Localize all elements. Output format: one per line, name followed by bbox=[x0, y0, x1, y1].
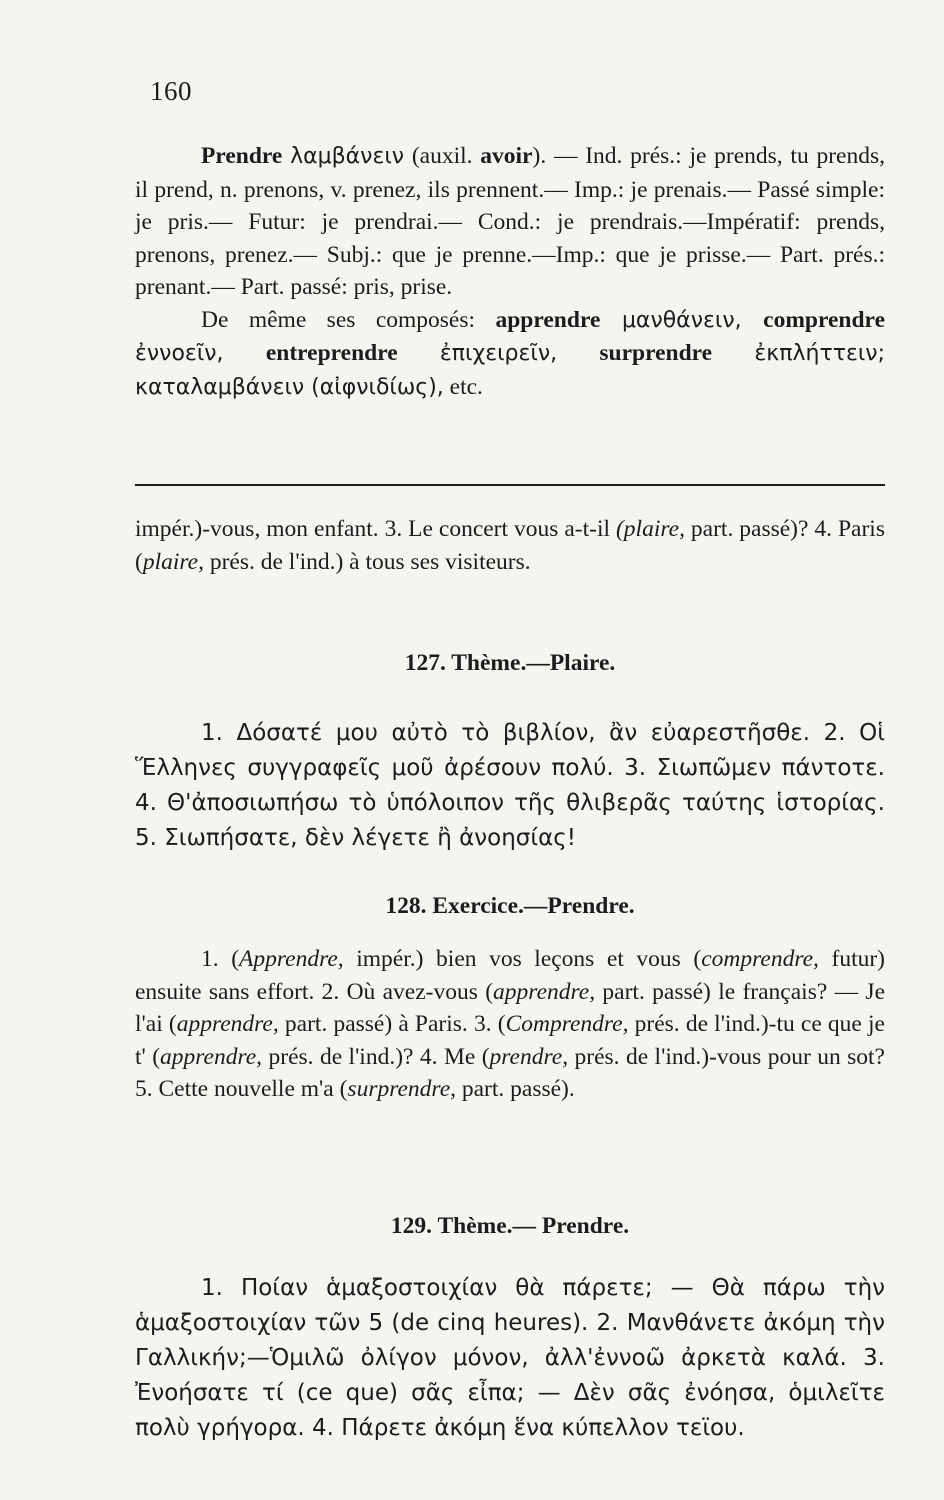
s128-t9: part. passé). bbox=[456, 1076, 575, 1102]
section-129-text: 1. Ποίαν ἁμαξοστοιχίαν θὰ πάρετε; — Θὰ πάρω τὴν ἁμαξοστοιχίαν τῶν 5 (de cinq heures). 2. Μανθάνετε ἀκόμη τὴν Γαλλικήν;—Ὁμιλῶ ὀλίγον μόνον, ἀλλ'ἐννοῶ ἀρκετὰ καλά. 3. Ἐνοήσατε τί (ce que) σᾶς εἶπα; — Δὲν σᾶς ἐνόησα, ὁμιλεῖτε πολὺ γρήγορα. 4. Πάρετε ἀκόμη ἕνα κύπελλον τεϊου. bbox=[135, 1275, 885, 1441]
cont-i1: (plaire, bbox=[615, 516, 685, 542]
section-128-body bbox=[135, 943, 885, 1106]
compound-surprendre-greek: ἐκπλήττειν; καταλαμβάνειν (αἰφνιδίως), bbox=[135, 341, 885, 400]
conjugation-forms bbox=[135, 140, 885, 304]
section-127-title: 127. Thème.—Plaire. bbox=[404, 650, 616, 676]
aux-verb: avoir bbox=[480, 143, 533, 169]
verb-greek: λαμβάνειν bbox=[290, 144, 405, 169]
s128-i1: Apprendre, bbox=[239, 946, 344, 972]
s128-t3: futur) ensuite sans effort. 2. Où avez-vous ( bbox=[135, 946, 886, 1005]
section-129-title: 129. Thème.— Prendre. bbox=[390, 1213, 630, 1239]
s128-i3: apprendre, bbox=[493, 978, 596, 1005]
page-number: 160 bbox=[150, 76, 192, 106]
s128-t7: prés. de l'ind.)? 4. Me ( bbox=[262, 1043, 490, 1070]
s128-t1: 1. ( bbox=[201, 946, 240, 972]
section-divider bbox=[135, 484, 885, 486]
section-129-body bbox=[135, 1271, 885, 1446]
section-128-title: 128. Exercice.—Prendre. bbox=[385, 893, 635, 919]
compound-apprendre: apprendre bbox=[495, 306, 601, 333]
section-128-text bbox=[135, 943, 885, 1106]
cont-i2: plaire, bbox=[142, 548, 204, 575]
s128-t2: impér.) bien vos leçons et vous ( bbox=[343, 946, 702, 972]
continuation-paragraph bbox=[135, 513, 885, 578]
s128-i6: apprendre, bbox=[160, 1043, 263, 1070]
conjugation-paragraph bbox=[135, 140, 885, 404]
verb-forms: — Ind. prés.: je prends, tu prends, il prend, n. prenons, v. prenez, ils prennent.— Imp.: je prenais.— Passé simple: je pris.— Futur: je prendrai.— Cond.: je prendrais.—Impératif: prends, prenons, prenez.— Subj.: que je prenne.—Imp.: que je prisse.— Part. prés.: prenant.— Part. passé: pris, prise. bbox=[135, 143, 885, 300]
aux-close: ). bbox=[532, 143, 547, 169]
compounds-line bbox=[135, 304, 885, 405]
s128-i4: apprendre, bbox=[176, 1011, 279, 1037]
compound-comprendre-greek: ἐννοεῖν, bbox=[135, 341, 266, 366]
cont-t1: impér.)-vous, mon enfant. 3. Le concert vous a-t-il bbox=[135, 516, 616, 542]
s128-i8: surprendre, bbox=[347, 1076, 456, 1102]
s128-i7: prendre, bbox=[489, 1043, 569, 1070]
s128-t5: part. passé) à Paris. 3. ( bbox=[278, 1011, 506, 1037]
s128-i5: Comprendre, bbox=[505, 1011, 629, 1037]
compound-comprendre: comprendre bbox=[763, 306, 885, 333]
s128-t8: prés. de l'ind.)-vous pour un sot? 5. Cette nouvelle m'a ( bbox=[135, 1043, 885, 1102]
compounds-etc: etc. bbox=[443, 373, 483, 400]
cont-t2: part. passé)? 4. Paris ( bbox=[135, 516, 885, 575]
continuation-text bbox=[135, 513, 885, 578]
verb-heading: Prendre bbox=[201, 143, 283, 169]
section-127-text: 1. Δόσατέ μου αὐτὸ τὸ βιβλίον, ἂν εὐαρεστῆσθε. 2. Οἱ Ἕλληνες συγγραφεῖς μοῦ ἀρέσουν πολύ. 3. Σιωπῶμεν πάντοτε. 4. Θ'ἀποσιωπήσω τὸ ὑπόλοιπον τῆς θλιβερᾶς ταύτης ἱστορίας. 5. Σιωπήσατε, δὲν λέγετε ἢ ἀνοησίας! bbox=[135, 720, 885, 851]
compound-entreprendre-greek: ἐπιχειρεῖν, bbox=[397, 341, 600, 366]
compounds-intro: De même ses composés: bbox=[201, 306, 496, 333]
compound-apprendre-greek: μανθάνειν, bbox=[600, 307, 764, 333]
compound-entreprendre: entreprendre bbox=[265, 340, 398, 366]
s128-i2: comprendre, bbox=[701, 946, 819, 972]
cont-t3: prés. de l'ind.) à tous ses visiteurs. bbox=[203, 548, 531, 575]
s128-t4: part. passé) le français? — Je l'ai ( bbox=[135, 978, 885, 1037]
s128-t6: prés. de l'ind.)-tu ce que je t' ( bbox=[135, 1011, 885, 1070]
aux-open: (auxil. bbox=[411, 143, 481, 169]
section-127-body bbox=[135, 716, 885, 856]
compound-surprendre: surprendre bbox=[599, 340, 713, 366]
